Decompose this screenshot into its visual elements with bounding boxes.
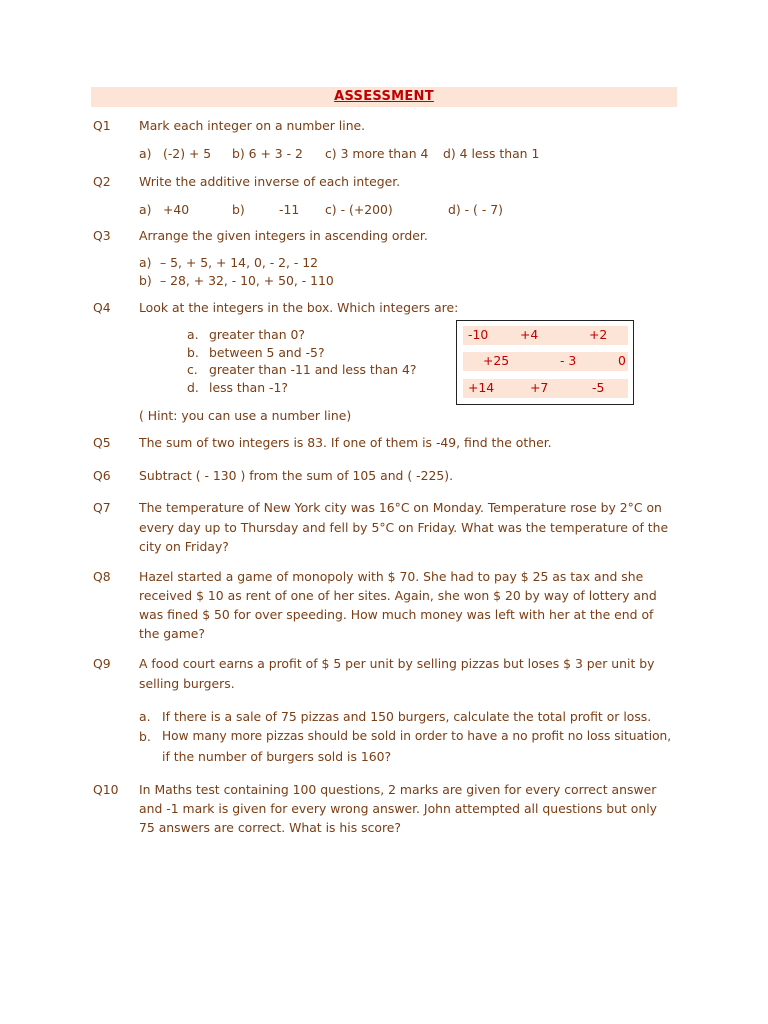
integer-box-cell: +2 — [589, 327, 608, 342]
q4-item-d-label: d. — [187, 380, 199, 395]
question-text-q6: Subtract ( - 130 ) from the sum of 105 and ( -225). — [139, 468, 454, 483]
integer-box-row-3 — [463, 379, 628, 398]
q4-item-b-label: b. — [187, 345, 199, 360]
question-number-q1: Q1 — [93, 118, 111, 133]
title-bar — [91, 87, 677, 107]
q3-option-b: – 28, + 32, - 10, + 50, - 110 — [160, 273, 334, 288]
q10-line: 75 answers are correct. What is his score? — [139, 820, 401, 835]
q3-option-a: – 5, + 5, + 14, 0, - 2, - 12 — [160, 255, 319, 270]
q4-item-c-label: c. — [187, 362, 198, 377]
q2-option-a: +40 — [163, 202, 190, 217]
q4-item-d: less than -1? — [209, 380, 288, 395]
integer-box-cell: +7 — [530, 380, 549, 395]
integer-box-cell: -5 — [592, 380, 605, 395]
question-number-q5: Q5 — [93, 435, 111, 450]
integer-box-cell: +25 — [483, 353, 510, 368]
q2-option-a-label: a) — [139, 202, 152, 217]
q4-item-b: between 5 and -5? — [209, 345, 325, 360]
q1-option-d: d) 4 less than 1 — [443, 146, 540, 161]
q9-line: A food court earns a profit of $ 5 per unit by selling pizzas but loses $ 3 per unit by — [139, 656, 655, 671]
q1-option-a-label: a) — [139, 146, 152, 161]
question-text-q5: The sum of two integers is 83. If one of them is -49, find the other. — [139, 435, 552, 450]
integer-box-cell: -10 — [468, 327, 489, 342]
q2-option-b: -11 — [279, 202, 300, 217]
question-text-q3: Arrange the given integers in ascending order. — [139, 228, 428, 243]
q10-line: In Maths test containing 100 questions, 2 marks are given for every correct answer — [139, 782, 657, 797]
q4-hint: ( Hint: you can use a number line) — [139, 408, 352, 423]
q1-option-a: (-2) + 5 — [163, 146, 212, 161]
question-text-q1: Mark each integer on a number line. — [139, 118, 366, 133]
question-number-q4: Q4 — [93, 300, 111, 315]
q1-option-c: c) 3 more than 4 — [325, 146, 429, 161]
q4-item-a-label: a. — [187, 327, 199, 342]
q9-option-b-label: b. — [139, 729, 151, 744]
integer-box-row-1 — [463, 326, 628, 345]
q7-line: The temperature of New York city was 16°C on Monday. Temperature rose by 2°C on — [139, 500, 662, 515]
page-title: ASSESSMENT — [334, 89, 434, 104]
question-number-q10: Q10 — [93, 782, 119, 797]
question-text-q4: Look at the integers in the box. Which integers are: — [139, 300, 459, 315]
integer-box-cell: +14 — [468, 380, 495, 395]
q9-line: selling burgers. — [139, 676, 235, 691]
question-number-q8: Q8 — [93, 569, 111, 584]
q8-line: Hazel started a game of monopoly with $ 70. She had to pay $ 25 as tax and she — [139, 569, 644, 584]
q2-option-b-label: b) — [232, 202, 245, 217]
question-number-q2: Q2 — [93, 174, 111, 189]
q7-line: city on Friday? — [139, 539, 229, 554]
integer-box-cell: - 3 — [560, 353, 577, 368]
question-number-q6: Q6 — [93, 468, 111, 483]
integer-box-cell: 0 — [618, 353, 626, 368]
q9-option-b: How many more pizzas should be sold in order to have a no profit no loss situation, — [162, 729, 672, 743]
integer-box — [456, 320, 634, 405]
q8-line: the game? — [139, 626, 206, 641]
q9-option-a: If there is a sale of 75 pizzas and 150 burgers, calculate the total profit or loss. — [162, 709, 652, 724]
q2-option-c: c) - (+200) — [325, 202, 393, 217]
q9-option-b-cont: if the number of burgers sold is 160? — [162, 749, 392, 764]
q9-option-a-label: a. — [139, 709, 151, 724]
question-number-q3: Q3 — [93, 228, 111, 243]
q4-item-a: greater than 0? — [209, 327, 305, 342]
q3-option-b-label: b) — [139, 273, 152, 288]
q4-item-c: greater than -11 and less than 4? — [209, 362, 417, 377]
question-text-q2: Write the additive inverse of each integer. — [139, 174, 401, 189]
question-number-q9: Q9 — [93, 656, 111, 671]
question-number-q7: Q7 — [93, 500, 111, 515]
q8-line: was fined $ 50 for over speeding. How much money was left with her at the end of — [139, 607, 654, 622]
q3-option-a-label: a) — [139, 255, 152, 270]
q10-line: and -1 mark is given for every wrong answer. John attempted all questions but only — [139, 801, 658, 816]
q8-line: received $ 10 as rent of one of her sites. Again, she won $ 20 by way of lottery and — [139, 588, 657, 603]
q2-option-d: d) - ( - 7) — [448, 202, 503, 217]
q1-option-b: b) 6 + 3 - 2 — [232, 146, 303, 161]
q7-line: every day up to Thursday and fell by 5°C on Friday. What was the temperature of the — [139, 520, 669, 535]
integer-box-row-2 — [463, 352, 628, 371]
integer-box-cell: +4 — [520, 327, 539, 342]
